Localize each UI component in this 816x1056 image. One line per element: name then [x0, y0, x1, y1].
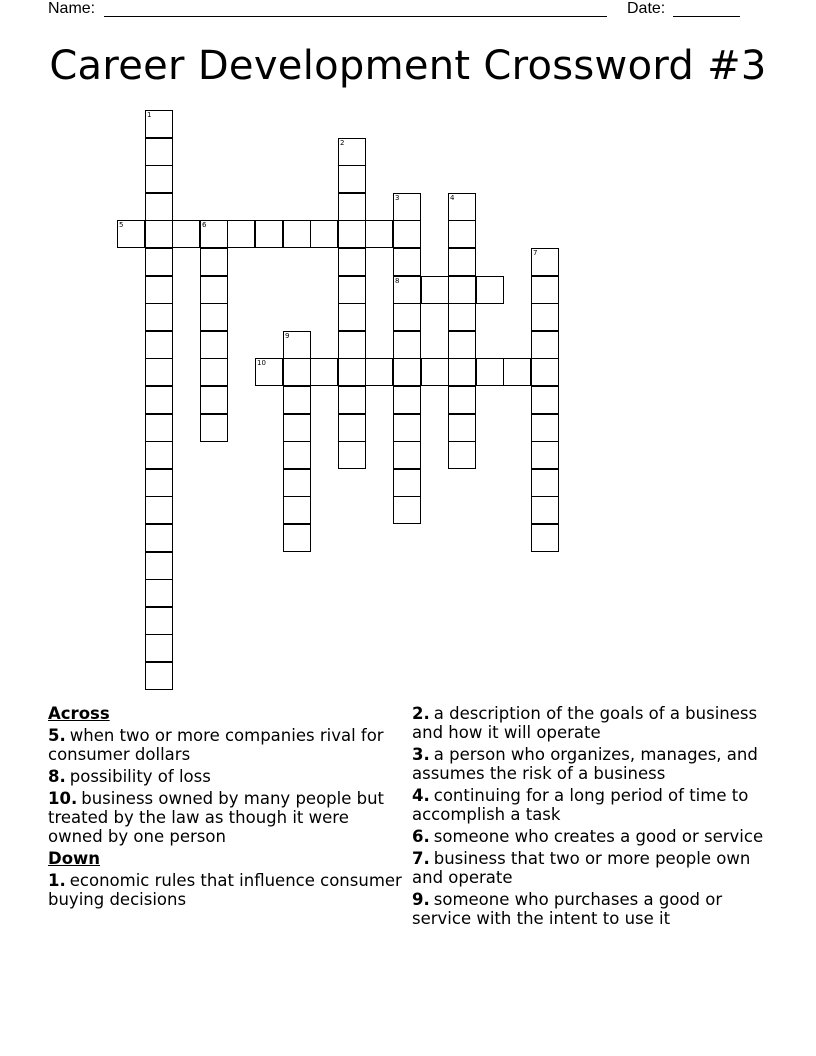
grid-cell[interactable] [200, 414, 228, 442]
grid-cell[interactable] [393, 469, 421, 497]
grid-cell[interactable] [200, 220, 228, 248]
grid-cell[interactable] [283, 414, 311, 442]
grid-cell[interactable] [365, 358, 393, 386]
grid-cell[interactable] [145, 524, 173, 552]
grid-cell[interactable] [145, 441, 173, 469]
grid-cell[interactable] [338, 331, 366, 359]
clue-down-2 [412, 704, 772, 742]
clue-down-9 [412, 890, 772, 928]
grid-cell[interactable] [448, 193, 476, 221]
cell-number: 3 [395, 194, 400, 202]
grid-cell[interactable] [531, 386, 559, 414]
grid-cell[interactable] [145, 358, 173, 386]
grid-cell[interactable] [310, 220, 338, 248]
grid-cell[interactable] [531, 524, 559, 552]
grid-cell[interactable] [448, 414, 476, 442]
grid-cell[interactable] [338, 248, 366, 276]
grid-cell[interactable] [145, 165, 173, 193]
grid-cell[interactable] [200, 276, 228, 304]
grid-cell[interactable] [172, 220, 200, 248]
grid-cell[interactable] [200, 331, 228, 359]
grid-cell[interactable] [338, 441, 366, 469]
clue-text: someone who creates a good or service [433, 827, 764, 846]
clue-number: 8. [48, 767, 66, 786]
grid-cell[interactable] [145, 579, 173, 607]
grid-cell[interactable] [531, 414, 559, 442]
down-heading: Down [48, 849, 101, 868]
grid-cell[interactable] [145, 138, 173, 166]
cell-number: 4 [450, 194, 455, 202]
cell-number: 8 [395, 277, 400, 285]
grid-cell[interactable] [283, 469, 311, 497]
cell-number: 7 [533, 249, 538, 257]
grid-cell[interactable] [365, 220, 393, 248]
clue-number: 3. [412, 745, 430, 764]
grid-cell[interactable] [448, 441, 476, 469]
grid-cell[interactable] [393, 358, 421, 386]
grid-cell[interactable] [338, 386, 366, 414]
clue-number: 7. [412, 849, 430, 868]
grid-cell[interactable] [448, 331, 476, 359]
clue-down-4 [412, 786, 772, 824]
clue-across-10 [48, 789, 403, 846]
clue-number: 4. [412, 786, 430, 805]
cell-number: 5 [119, 221, 124, 229]
clues-left-column [48, 704, 403, 912]
grid-cell[interactable] [145, 552, 173, 580]
clue-number: 6. [412, 827, 430, 846]
grid-cell[interactable] [393, 303, 421, 331]
clue-number: 1. [48, 871, 66, 890]
grid-cell[interactable] [393, 496, 421, 524]
grid-cell[interactable] [393, 386, 421, 414]
clue-down-1 [48, 871, 403, 909]
grid-cell[interactable] [393, 248, 421, 276]
grid-cell[interactable] [448, 220, 476, 248]
grid-cell[interactable] [145, 607, 173, 635]
grid-cell[interactable] [531, 441, 559, 469]
grid-cell[interactable] [476, 276, 504, 304]
grid-cell[interactable] [448, 358, 476, 386]
clues-right-column [412, 704, 772, 931]
clue-down-6 [412, 827, 772, 846]
grid-cell[interactable] [338, 220, 366, 248]
cell-number: 9 [285, 332, 290, 340]
date-label: Date: [627, 0, 666, 17]
grid-cell[interactable] [145, 414, 173, 442]
grid-cell[interactable] [145, 634, 173, 662]
grid-cell[interactable] [531, 469, 559, 497]
grid-cell[interactable] [338, 138, 366, 166]
grid-cell[interactable] [421, 358, 449, 386]
name-label: Name: [48, 0, 96, 17]
grid-cell[interactable] [448, 303, 476, 331]
grid-cell[interactable] [255, 220, 283, 248]
grid-cell[interactable] [338, 165, 366, 193]
grid-cell[interactable] [145, 496, 173, 524]
grid-cell[interactable] [393, 441, 421, 469]
grid-cell[interactable] [338, 414, 366, 442]
clue-down-3 [412, 745, 772, 783]
grid-cell[interactable] [531, 276, 559, 304]
grid-cell[interactable] [283, 441, 311, 469]
clue-across-5 [48, 726, 403, 764]
grid-cell[interactable] [531, 496, 559, 524]
clue-text: possibility of loss [69, 767, 211, 786]
grid-cell[interactable] [145, 331, 173, 359]
clue-text: economic rules that influence consumer buying decisions [48, 871, 402, 909]
grid-cell[interactable] [310, 358, 338, 386]
clue-number: 2. [412, 704, 430, 723]
page-title: Career Development Crossword #3 [49, 43, 767, 89]
clue-across-8 [48, 767, 403, 786]
grid-cell[interactable] [531, 248, 559, 276]
clue-text: a person who organizes, manages, and assumes the risk of a business [412, 745, 758, 783]
clue-text: business owned by many people but treated by the law as though it were owned by one person [48, 789, 385, 846]
grid-cell[interactable] [531, 303, 559, 331]
grid-cell[interactable] [145, 248, 173, 276]
cell-number: 1 [147, 111, 152, 119]
clue-number: 9. [412, 890, 430, 909]
grid-cell[interactable] [338, 193, 366, 221]
grid-cell[interactable] [448, 386, 476, 414]
cell-number: 10 [257, 359, 266, 367]
grid-cell[interactable] [200, 248, 228, 276]
grid-cell[interactable] [145, 220, 173, 248]
grid-cell[interactable] [145, 276, 173, 304]
clue-text: business that two or more people own and operate [412, 849, 751, 887]
grid-cell[interactable] [448, 276, 476, 304]
grid-cell[interactable] [227, 220, 255, 248]
grid-cell[interactable] [393, 331, 421, 359]
grid-cell[interactable] [117, 220, 145, 248]
grid-cell[interactable] [283, 496, 311, 524]
grid-cell[interactable] [393, 193, 421, 221]
grid-cell[interactable] [393, 414, 421, 442]
grid-cell[interactable] [476, 358, 504, 386]
grid-cell[interactable] [200, 303, 228, 331]
grid-cell[interactable] [531, 358, 559, 386]
grid-cell[interactable] [200, 358, 228, 386]
clue-number: 10. [48, 789, 78, 808]
clue-down-7 [412, 849, 772, 887]
grid-cell[interactable] [145, 469, 173, 497]
grid-cell[interactable] [145, 386, 173, 414]
grid-cell[interactable] [338, 303, 366, 331]
grid-cell[interactable] [145, 303, 173, 331]
grid-cell[interactable] [283, 331, 311, 359]
clue-text: when two or more companies rival for consumer dollars [48, 726, 384, 764]
clue-number: 5. [48, 726, 66, 745]
cell-number: 6 [202, 221, 207, 229]
grid-cell[interactable] [283, 358, 311, 386]
grid-cell[interactable] [200, 386, 228, 414]
clue-text: continuing for a long period of time to accomplish a task [412, 786, 749, 824]
grid-cell[interactable] [145, 662, 173, 690]
grid-cell[interactable] [338, 276, 366, 304]
across-heading: Across [48, 704, 110, 723]
grid-cell[interactable] [448, 248, 476, 276]
grid-cell[interactable] [145, 193, 173, 221]
clue-text: someone who purchases a good or service with the intent to use it [412, 890, 723, 928]
grid-cell[interactable] [338, 358, 366, 386]
grid-cell[interactable] [503, 358, 531, 386]
grid-cell[interactable] [283, 524, 311, 552]
grid-cell[interactable] [255, 358, 283, 386]
grid-cell[interactable] [145, 110, 173, 138]
cell-number: 2 [340, 139, 345, 147]
grid-cell[interactable] [283, 386, 311, 414]
clue-text: a description of the goals of a business and how it will operate [412, 704, 758, 742]
grid-cell[interactable] [421, 276, 449, 304]
grid-cell[interactable] [531, 331, 559, 359]
grid-cell[interactable] [283, 220, 311, 248]
grid-cell[interactable] [393, 276, 421, 304]
grid-cell[interactable] [393, 220, 421, 248]
